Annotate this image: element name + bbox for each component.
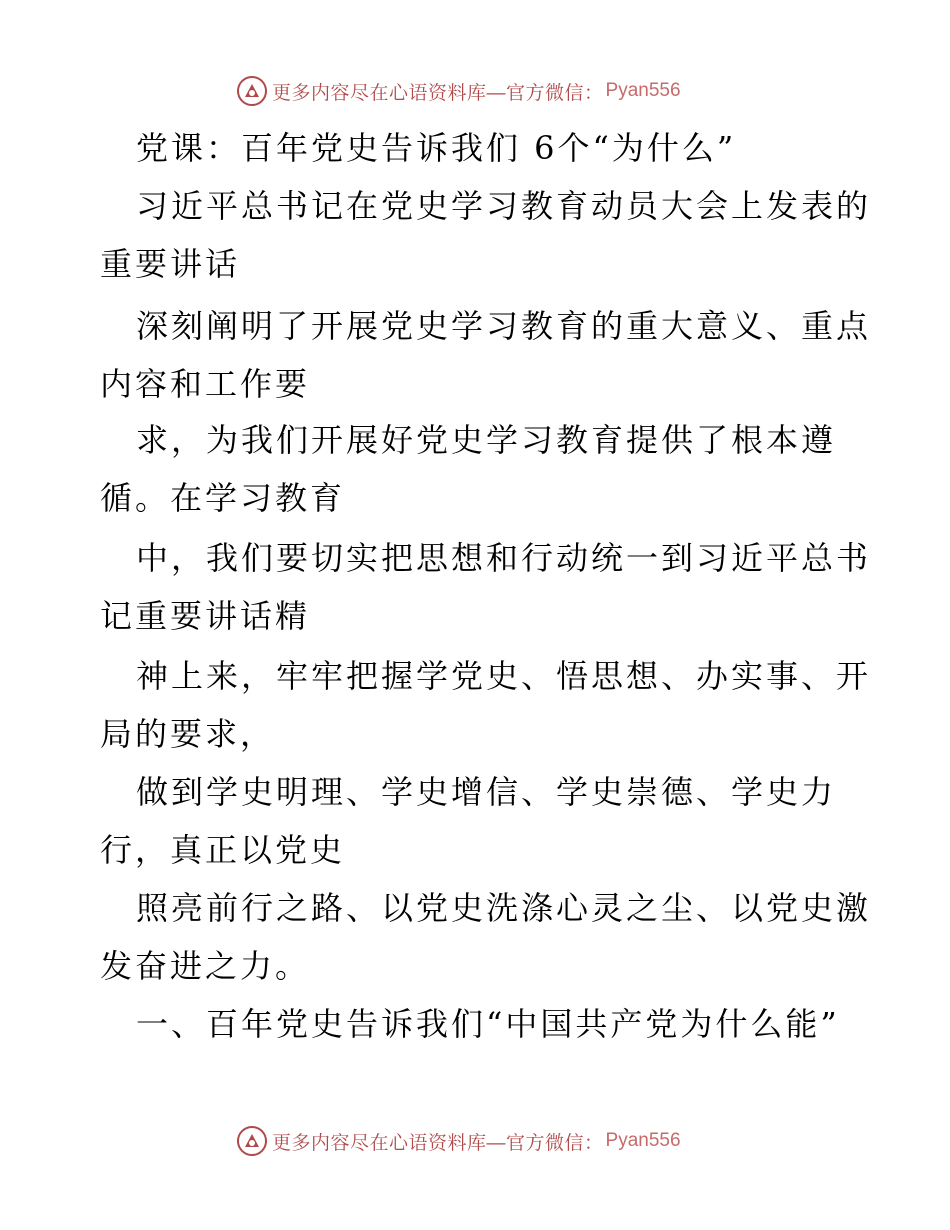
footer-watermark [236, 1124, 681, 1158]
document-title: 党课：百年党史告诉我们 6个“为什么” [136, 129, 737, 167]
paragraph-line: 求，为我们开展好党史学习教育提供了根本遵 [136, 421, 837, 459]
paragraph-line: 深刻阐明了开展党史学习教育的重大意义、重点 [136, 307, 872, 345]
paragraph-line: 做到学史明理、学史增信、学史崇德、学史力 [136, 773, 837, 811]
header-watermark [236, 74, 681, 108]
paragraph-line: 神上来，牢牢把握学党史、悟思想、办实事、开 [136, 657, 872, 695]
paragraph-line: 循。在学习教育 [100, 479, 346, 517]
paragraph-line: 习近平总书记在党史学习教育动员大会上发表的 [136, 187, 872, 225]
paragraph-line: 照亮前行之路、以党史洗涤心灵之尘、以党史激 [136, 889, 872, 927]
watermark-text: 更多内容尽在心语资料库—官方微信： [272, 1132, 604, 1154]
paragraph-line: 发奋进之力。 [100, 947, 311, 985]
paragraph-line: 行，真正以党史 [100, 831, 346, 869]
logo-icon [236, 75, 268, 107]
paragraph-line: 中，我们要切实把思想和行动统一到习近平总书 [136, 539, 872, 577]
paragraph-line: 局的要求， [100, 715, 276, 753]
watermark-wechat-id: Pyan556 [605, 80, 681, 101]
watermark-text: 更多内容尽在心语资料库—官方微信： [272, 82, 604, 104]
paragraph-line: 记重要讲话精 [100, 597, 311, 635]
paragraph-line: 内容和工作要 [100, 365, 311, 403]
section-heading: 一、百年党史告诉我们“中国共产党为什么能” [136, 1005, 840, 1043]
paragraph-line: 重要讲话 [100, 245, 241, 283]
watermark-wechat-id: Pyan556 [605, 1130, 681, 1151]
logo-icon [236, 1125, 268, 1157]
